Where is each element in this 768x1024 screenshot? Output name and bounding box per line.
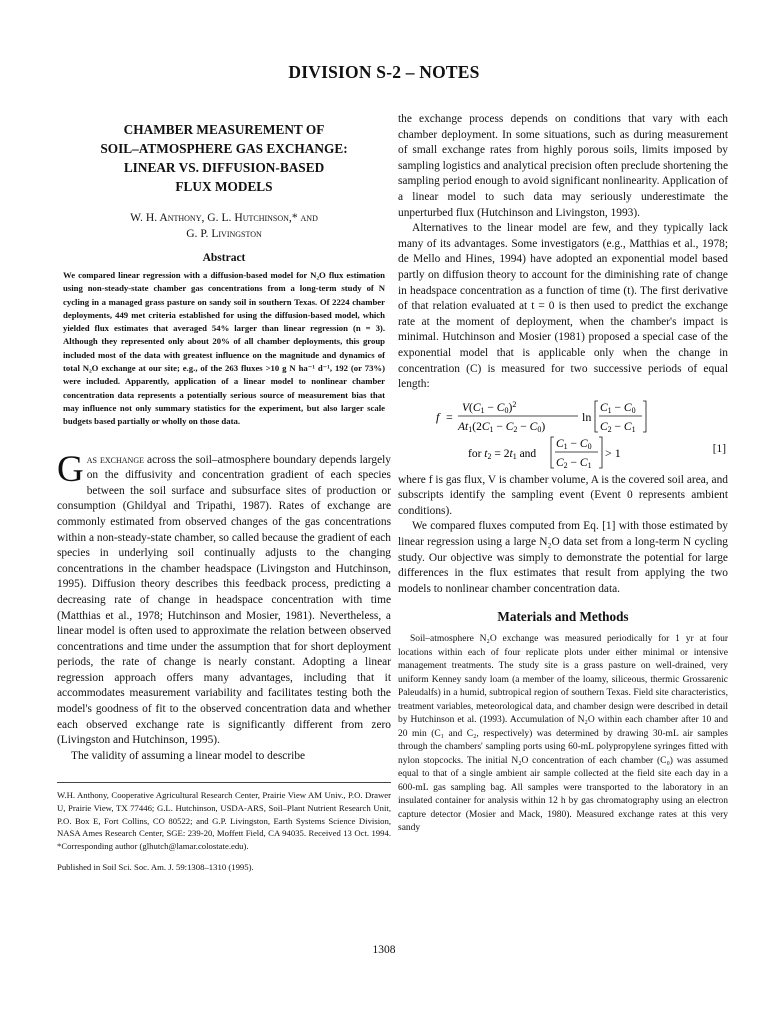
equation-number: [1] bbox=[712, 442, 726, 455]
paragraph: Alternatives to the linear model are few, and they typically lack many of its advantages. Some investigators (e.g., Matthias et al., 1978; de Mello and Hines, 1994) have adopted an exponential model based partly on diffusion theory to account for the diminishing rate of change in headspace concentration as a function of time (t). The first derivative of that relation evaluated at t = 0 is then used to predict the exchange rate at the moment of deployment, when the chamber's impact is minimal. Hutchinson and Mosier (1981) proposed a special case of the exponential model that is applicable only when the change in concentration (C) is measured for two successive periods of equal length: bbox=[398, 222, 728, 391]
publication-info: Published in Soil Sci. Soc. Am. J. 59:1308–1310 (1995). bbox=[57, 862, 254, 873]
article-title bbox=[57, 120, 391, 196]
equation-1 bbox=[398, 399, 728, 470]
authors-line: W. H. Anthony, G. L. Hutchinson,* and bbox=[130, 211, 318, 224]
introduction bbox=[57, 448, 392, 765]
left-column bbox=[57, 112, 391, 873]
svg-text:> 1: > 1 bbox=[605, 445, 621, 460]
svg-text:At1(2C1 − C2 − C0): At1(2C1 − C2 − C0) bbox=[458, 420, 546, 434]
right-column bbox=[398, 112, 728, 836]
authors-line: G. P. Livingston bbox=[186, 227, 262, 240]
right-body-continued bbox=[398, 473, 728, 598]
paragraph: the exchange process depends on conditions that vary with each chamber deployment. In some situations, such as during measurement of small exchange rates from highly porous soils, limits imposed by sampling logistics and analytical precision often preclude shortening the sampling period enough to avoid significant nonlinearity. Application of a linear model to such data may seriously underestimate the unperturbed flux (Hutchinson and Livingston, 1993). bbox=[398, 113, 728, 219]
intro-paragraph-2: The validity of assuming a linear model to describe bbox=[71, 749, 306, 762]
equation-condition bbox=[468, 435, 621, 470]
title-line: SOIL–ATMOSPHERE GAS EXCHANGE: bbox=[100, 141, 348, 156]
svg-text:=: = bbox=[446, 409, 453, 424]
methods-text bbox=[398, 633, 728, 836]
svg-text:V(C1 − C0)2: $V(C1 - C0)^2$ bbox=[462, 399, 517, 415]
author-list bbox=[57, 210, 391, 242]
author-affiliations-footnote: W.H. Anthony, Cooperative Agricultural Research Center, Prairie View AM Univ., P.O. Drawer U, Prairie View, TX 77446; G.L. Hutchinson, USDA-ARS, Soil–Plant Nutrient Research Unit, P.O. Box E, Fort Collins, CO 80522; and G.P. Livingston, Earth Systems Science Division, NASA Ames Research Center, SGE: 239-20, Moffett Field, CA 94035. Received 13 Oct. 1994. *Corresponding author (glhutch@lamar.colostate.edu). bbox=[57, 790, 391, 851]
title-line: FLUX MODELS bbox=[175, 179, 273, 194]
title-line: CHAMBER MEASUREMENT OF bbox=[123, 122, 325, 137]
abstract-text: We compared linear regression with a diffusion-based model for N₂O flux estimation using non-steady-state chamber gas concentrations from a long-term study of N cycling in a managed grass pasture on sandy soil in southern Texas. Of 2224 chamber deployments, 449 met criteria established for using the diffusion-based model, which yielded flux estimates that averaged 54% larger than linear regression (n = 3). Although they represented only about 20% of all chamber deployments, this group included most of the data with greatest influence on the magnitude and dynamics of total N₂O exchange at our site; e.g., of the 263 fluxes >10 g N ha⁻¹ d⁻¹, 192 (or 73%) were included. Apparently, application of a linear model to nonlinear chamber concentration data represents a potentially serious source of measurement bias that may influence not only summary statistics for the experiment, but also larger scale budgets based partially or wholly on those data. bbox=[63, 270, 385, 427]
lead-in-caps: as exchange bbox=[86, 453, 144, 466]
abstract-heading: Abstract bbox=[202, 252, 246, 264]
intro-text: across the soil–atmosphere boundary depends largely on the diffusivity and concentration gradient of each species between the soil surface and subsurface sites of production or consumption (Ghildyal and Tripathi, 1987). Rates of exchange are commonly estimated from observed changes of the gas concentrations within a non-steady-state chamber, so called because the gradient of each species in underlying soil continually adjusts to the changing concentrations in the chamber headspace (Livingston and Hutchinson, 1995). Diffusion theory describes this feedback process, predicting a decreasing rate of change in headspace concentration with time (Matthias et al., 1978; Hutchinson and Mosier, 1981). Nevertheless, a linear model is often used to approximate the relation between observed concentrations and time under the assumption that for short deployment periods, the rate of change is nearly constant. Adopting a linear regression approach offers many advantages, including that it accommodates measurement variability and facilitates testing both the model's goodness of fit to the observed concentration data and whether each observed exchange rate is significantly different from zero (Livingston and Hutchinson, 1995). bbox=[57, 453, 392, 747]
svg-text:for t2 = 2t1 and: for t2 = 2t1 and bbox=[468, 447, 537, 461]
paragraph: Soil–atmosphere N₂O exchange was measured periodically for 1 yr at four locations within each of four replicate plots under either minimal or intensive management treatments. The study site is a grass pasture on well-drained, very uniform Kenney sandy loam (a member of the loamy, siliceous, thermic Grossarenic Paleudalfs) in a humid, subtropical region of southern Texas. Field site characteristics, treatment variables, meteorological data, and chamber design were described in detail by Hutchinson et al. (1993). Accumulation of N₂O within each chamber after 10 and 20 min (C₁ and C₂, respectively) was determined by drawing 30-mL air samples through the chambers' sampling ports using 60-mL polypropylene syringes fitted with nylon stopcocks. The initial N₂O concentration of each chamber (C₀) was assumed equal to that of a single ambient air sample collected at the field site each day in a 600-mL gas sampling bag. All samples were transported to the laboratory in an insulated container for analysis within 12 h by gas chromatography using an electron capture detector (Mosier and Mack, 1980). Measured exchange rates at this very sandy bbox=[398, 634, 728, 834]
page-number: 1308 bbox=[372, 944, 396, 956]
svg-text:f: f bbox=[436, 409, 440, 424]
division-heading: DIVISION S-2 – NOTES bbox=[288, 62, 480, 82]
paragraph: where f is gas flux, V is chamber volume, A is the covered soil area, and subscripts identify the sampling event (Event 0 represents ambient conditions). bbox=[398, 473, 728, 517]
title-line: LINEAR VS. DIFFUSION-BASED bbox=[123, 160, 325, 175]
svg-text:C1 − C0: C1 − C0 bbox=[556, 437, 592, 451]
right-body bbox=[398, 112, 728, 393]
footnote-divider bbox=[57, 782, 391, 783]
svg-text:C1 − C0: C1 − C0 bbox=[600, 401, 636, 415]
drop-cap: G bbox=[57, 448, 84, 490]
flux-equation bbox=[436, 399, 686, 433]
svg-text:ln: ln bbox=[582, 409, 592, 424]
section-heading: Materials and Methods bbox=[497, 609, 629, 625]
intro-paragraph bbox=[57, 448, 392, 749]
paragraph: We compared fluxes computed from Eq. [1] with those estimated by linear regression using a large N₂O data set from a long-term N cycling study. Our objective was simply to demonstrate the potential for large differences in the flux estimates that result from applying the two models to nonlinear chamber concentration data. bbox=[398, 520, 728, 595]
svg-text:C2 − C1: C2 − C1 bbox=[556, 456, 592, 470]
svg-text:C2 − C1: C2 − C1 bbox=[600, 420, 636, 434]
